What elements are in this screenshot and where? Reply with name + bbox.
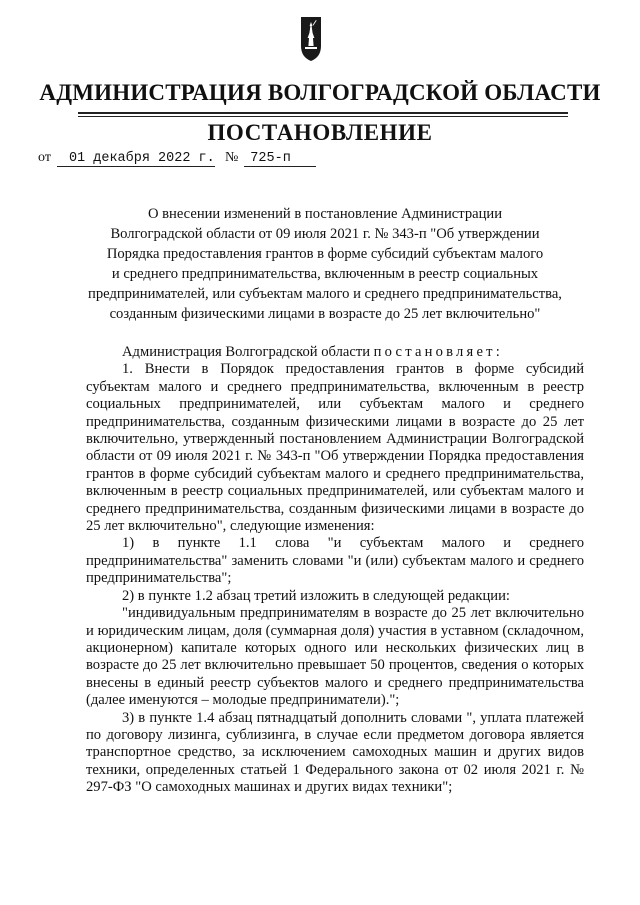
document-body xyxy=(86,344,584,797)
subject-line: О внесении изменений в постановление Администрации xyxy=(147,206,503,222)
document-number: 725-п xyxy=(244,151,316,167)
preamble-verb: постановляет: xyxy=(373,344,503,360)
document-subject xyxy=(88,204,562,324)
number-sign: № xyxy=(224,150,239,165)
body-paragraph: 3) в пункте 1.4 абзац пятнадцатый дополнить словами ", уплата платежей по договору лизинга, сублизинга, в случае если предметом договора является транспортное средство, за исключением самоходных машин и других видов техники, определенных статьей 1 Федерального закона от 02 июля 2021 г. № 297-ФЗ "О самоходных машинах и других видах техники"; xyxy=(86,709,584,796)
preamble-text: Администрация Волгоградской области xyxy=(122,344,371,360)
document-type: ПОСТАНОВЛЕНИЕ xyxy=(207,120,433,145)
body-paragraph: "индивидуальным предпринимателям в возрасте до 25 лет включительно и юридическим лицам, доля (суммарная доля) участия в уставном (складочном, акционерном) капитале которых одного или нескольких физических лиц в возрасте до 25 лет включительно превышает 50 процентов, сведения о которых внесены в единый реестр субъектов малого и среднего предпринимательства (далее именуются – молодые предприниматели)."; xyxy=(86,605,584,709)
document-date: 01 декабря 2022 г. xyxy=(57,151,215,167)
body-paragraph: 2) в пункте 1.2 абзац третий изложить в следующей редакции: xyxy=(122,587,510,604)
subject-line: Порядка предоставления грантов в форме субсидий субъектам малого xyxy=(106,246,544,262)
header-divider-thin xyxy=(78,116,568,117)
subject-line: созданным физическими лицами в возрасте до 25 лет включительно" xyxy=(109,306,541,322)
document-meta-line xyxy=(38,150,316,167)
header-divider-thick xyxy=(78,112,568,114)
subject-line: и среднего предпринимательства, включенным в реестр социальных xyxy=(111,266,539,282)
subject-line: Волгоградской области от 09 июля 2021 г. № 343-п "Об утверждении xyxy=(110,226,540,242)
body-paragraph: 1. Внести в Порядок предоставления грантов в форме субсидий субъектам малого и среднего предпринимательства, включенным в реестр социальных предпринимателей, или субъектам малого и среднего предпринимательства, созданным физическими лицами в возрасте до 25 лет включительно, утвержденный постановлением Администрации Волгоградской области от 09 июля 2021 г. № 343-п "Об утверждении Порядка предоставления грантов в форме субсидий субъектам малого и среднего предпринимательства, включенным в реестр социальных предпринимателей, или субъектам малого и среднего предпринимательства, созданным физическими лицами в возрасте до 25 лет включительно", следующие изменения: xyxy=(86,361,584,535)
body-paragraph: 1) в пункте 1.1 слова "и субъектам малого и среднего предпринимательства" заменить словами "и (или) субъектам малого и среднего предпринимательства"; xyxy=(86,535,584,587)
preamble xyxy=(86,344,584,361)
date-prefix: от xyxy=(38,150,51,165)
coat-of-arms-emblem xyxy=(300,16,322,62)
organization-title: АДМИНИСТРАЦИЯ ВОЛГОГРАДСКОЙ ОБЛАСТИ xyxy=(39,80,601,105)
subject-line: предпринимателей, или субъектам малого и среднего предпринимательства, xyxy=(88,286,562,302)
